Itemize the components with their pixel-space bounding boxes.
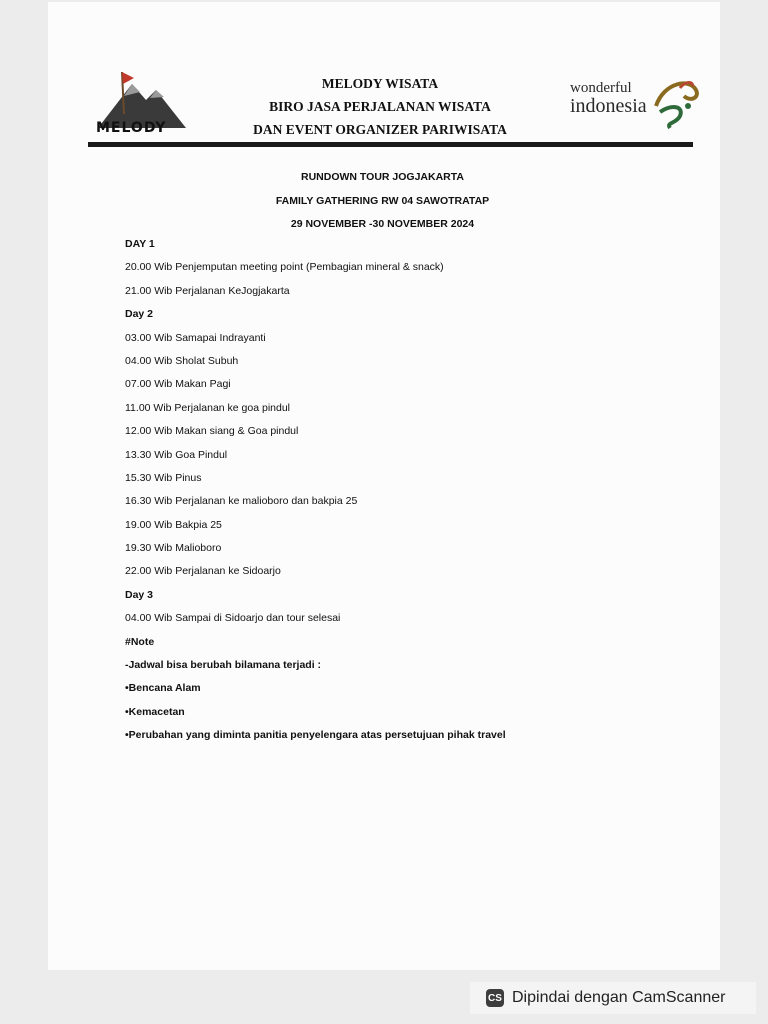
rundown-item: 12.00 Wib Makan siang & Goa pindul bbox=[125, 425, 299, 438]
logo-word-indonesia: indonesia bbox=[570, 95, 647, 117]
rundown-item: 15.30 Wib Pinus bbox=[125, 471, 202, 484]
camscanner-icon: CS bbox=[486, 989, 504, 1007]
company-name: MELODY WISATA bbox=[321, 76, 439, 91]
rundown-heading: •Kemacetan bbox=[125, 705, 185, 718]
rundown-item: 03.00 Wib Samapai Indrayanti bbox=[125, 331, 266, 344]
rundown-item: 19.30 Wib Malioboro bbox=[125, 542, 222, 555]
camscanner-watermark bbox=[470, 982, 756, 1014]
event-dates: 29 NOVEMBER -30 NOVEMBER 2024 bbox=[290, 218, 475, 230]
rundown-item: 04.00 Wib Sampai di Sidoarjo dan tour selesai bbox=[125, 612, 341, 625]
rundown-title: RUNDOWN TOUR JOGJAKARTA bbox=[301, 171, 464, 183]
company-subtitle-1: BIRO JASA PERJALANAN WISATA bbox=[269, 99, 491, 114]
rundown-titles bbox=[230, 166, 535, 237]
rundown-item: 13.30 Wib Goa Pindul bbox=[125, 448, 228, 461]
rundown-item: 11.00 Wib Perjalanan ke goa pindul bbox=[125, 401, 291, 414]
rundown-item: 16.30 Wib Perjalanan ke malioboro dan bakpia 25 bbox=[125, 495, 358, 508]
header-divider bbox=[88, 142, 693, 147]
logo-word-wonderful: wonderful bbox=[570, 80, 632, 96]
rundown-heading: #Note bbox=[125, 635, 155, 648]
rundown-item: 19.00 Wib Bakpia 25 bbox=[125, 518, 222, 531]
camscanner-text: Dipindai dengan CamScanner bbox=[512, 989, 726, 1006]
rundown-item: 20.00 Wib Penjemputan meeting point (Pembagian mineral & snack) bbox=[125, 261, 444, 274]
rundown-list bbox=[125, 233, 645, 748]
rundown-item: 07.00 Wib Makan Pagi bbox=[125, 378, 231, 391]
rundown-item: 21.00 Wib Perjalanan KeJogjakarta bbox=[125, 284, 290, 297]
garuda-swirl-icon bbox=[650, 76, 702, 130]
melody-logo-text: MELODY bbox=[96, 120, 167, 136]
rundown-heading: -Jadwal bisa berubah bilamana terjadi : bbox=[125, 659, 322, 672]
rundown-heading: •Bencana Alam bbox=[125, 682, 201, 695]
company-header bbox=[220, 72, 540, 141]
rundown-item: 04.00 Wib Sholat Subuh bbox=[125, 354, 239, 367]
rundown-heading: •Perubahan yang diminta panitia penyelengara atas persetujuan pihak travel bbox=[125, 729, 506, 742]
rundown-heading: Day 2 bbox=[125, 308, 154, 321]
melody-logo bbox=[94, 70, 190, 142]
wonderful-indonesia-logo bbox=[566, 76, 706, 132]
rundown-heading: DAY 1 bbox=[125, 238, 155, 250]
company-subtitle-2: DAN EVENT ORGANIZER PARIWISATA bbox=[253, 122, 507, 137]
event-name: FAMILY GATHERING RW 04 SAWOTRATAP bbox=[275, 194, 490, 207]
rundown-heading: Day 3 bbox=[125, 588, 154, 601]
rundown-item: 22.00 Wib Perjalanan ke Sidoarjo bbox=[125, 565, 281, 578]
